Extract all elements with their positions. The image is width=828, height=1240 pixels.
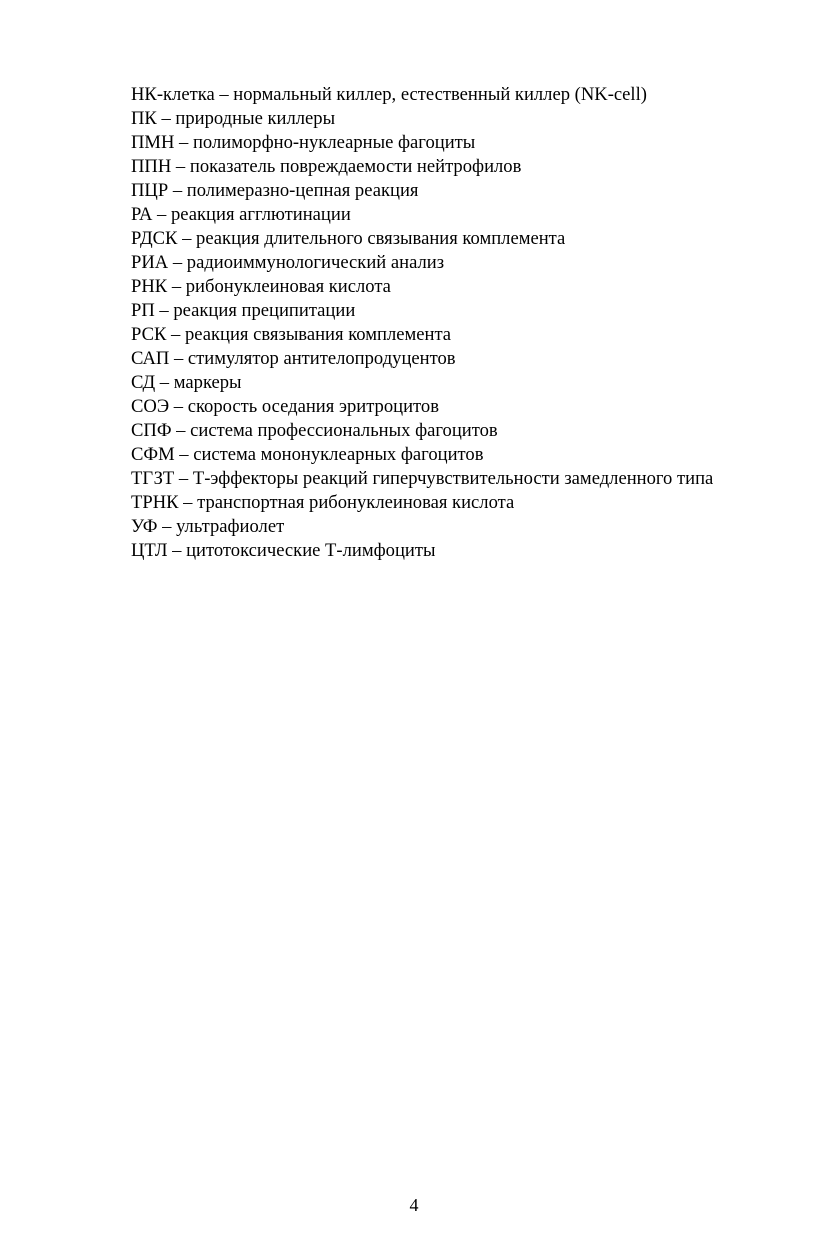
abbreviation-entry: РИА – радиоиммунологический анализ	[131, 252, 445, 273]
abbreviation-entry: РА – реакция агглютинации	[131, 204, 351, 225]
abbreviation-entry: РНК – рибонуклеиновая кислота	[131, 276, 391, 297]
abbreviation-entry: СПФ – система профессиональных фагоцитов	[131, 420, 498, 441]
abbreviation-entry: СФМ – система мононуклеарных фагоцитов	[131, 444, 484, 465]
abbreviation-list	[84, 83, 746, 563]
page-number: 4	[409, 1195, 419, 1215]
abbreviation-entry: ППН – показатель повреждаемости нейтрофилов	[131, 156, 522, 177]
abbreviation-entry: РДСК – реакция длительного связывания комплемента	[131, 228, 566, 249]
abbreviation-entry: ПМН – полиморфно-нуклеарные фагоциты	[131, 132, 476, 153]
abbreviation-entry: САП – стимулятор антителопродуцентов	[131, 348, 456, 369]
abbreviation-entry: РП – реакция преципитации	[131, 300, 356, 321]
abbreviation-entry: ТРНК – транспортная рибонуклеиновая кислота	[131, 492, 515, 513]
abbreviation-entry: СД – маркеры	[131, 372, 242, 393]
abbreviation-entry: УФ – ультрафиолет	[131, 516, 285, 537]
abbreviation-entry: ТГЗТ – Т-эффекторы реакций гиперчувствительности замедленного типа	[131, 468, 714, 489]
abbreviation-entry: ПК – природные киллеры	[131, 108, 336, 129]
abbreviation-entry: РСК – реакция связывания комплемента	[131, 324, 452, 345]
abbreviation-entry: ЦТЛ – цитотоксические Т-лимфоциты	[131, 540, 436, 561]
abbreviation-entry: ПЦР – полимеразно-цепная реакция	[131, 180, 419, 201]
abbreviation-entry: НК-клетка – нормальный киллер, естественный киллер (NK-cell)	[131, 84, 647, 105]
abbreviation-entry: СОЭ – скорость оседания эритроцитов	[131, 396, 439, 417]
